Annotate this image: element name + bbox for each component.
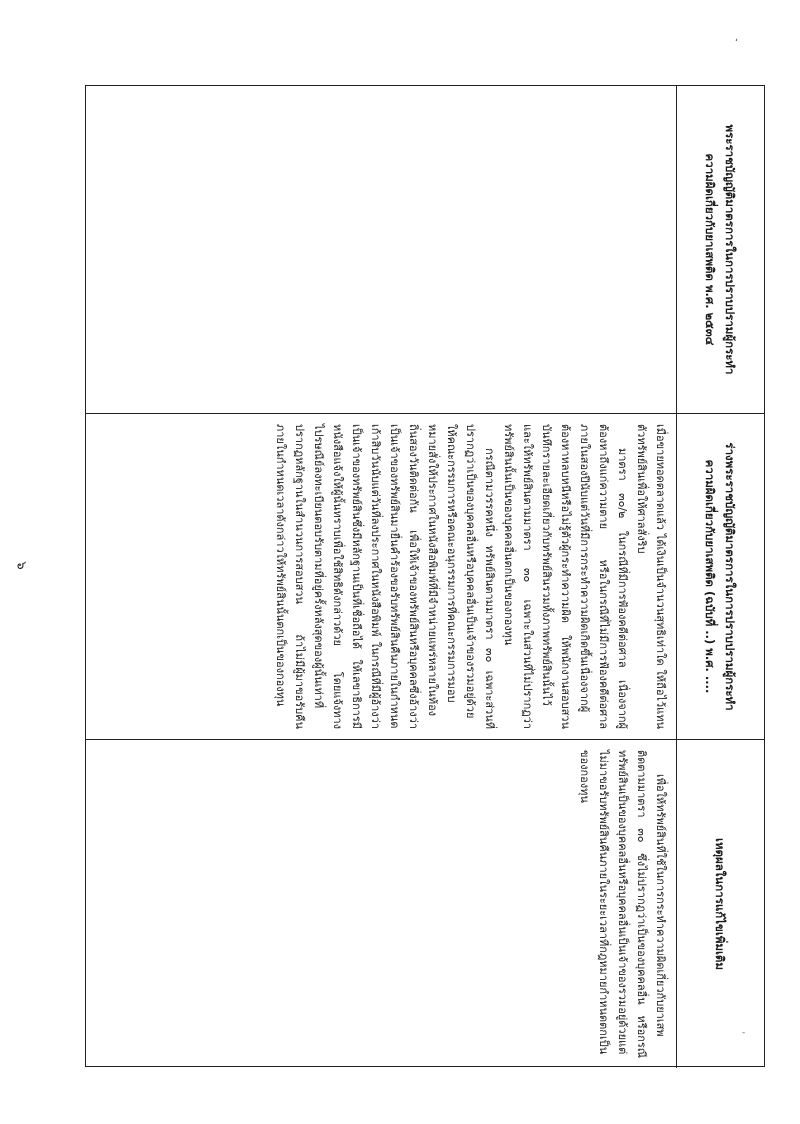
reason-cell: [86, 739, 676, 1068]
tick-mark: -: [742, 1028, 746, 1038]
header-reason: [677, 739, 764, 1068]
table-header-row: [676, 86, 764, 1068]
draft-act-cell: [86, 413, 676, 739]
table-body-row: [86, 86, 676, 1068]
header-draft-act-line2: ความผิดเกี่ยวกับยาเสพติด (ฉบับที่ ..) พ.ศ. ....: [703, 459, 718, 694]
draft-paragraph-1: เมื่อขายทอดตลาดแล้ว ได้เงินเป็นจำนวนสุทธิเท่าใด ให้ถือไว้แทนตัวทรัพย์สินเพื่อให้ศาลสั่งริบ: [635, 424, 667, 729]
header-current-act-line1: พระราชบัญญัติมาตรการในการปราบปรามผู้กระทำ: [723, 124, 738, 375]
header-draft-act-line1: ร่างพระราชบัญญัติมาตรการในการปราบปรามผู้กระทำ: [723, 442, 738, 711]
header-reason-line1: เหตุผลในการแก้ไขเพิ่มเติม: [713, 838, 728, 970]
header-current-act: [677, 86, 764, 413]
draft-paragraph-section-30-2: มาตรา ๓๐/๒ ในกรณีที่มีการฟ้องคดีต่อศาล เนื่องจากผู้ต้องหาถึงแก่ความตาย หรือในกรณีที่ไม่มีการฟ้องคดีต่อศาลภายในสองปีนับแต่วันที่มีการกระทำความผิดเกิดขึ้นเนื่องจากผู้ต้องหาหลบหนีหรือไม่รู้ตัวผู้กระทำความผิด ให้พนักงานสอบสวนบันทึกรายละเอียดเกี่ยวกับทรัพย์สินรวมทั้งภาพทรัพย์สินนั้นไว้ และให้ทรัพย์สินตามมาตรา ๓๐ เฉพาะในส่วนที่ไม่ปรากฏว่าทรัพย์สินนั้นเป็นของบุคคลอื่นตกเป็นของกองทุน: [502, 424, 629, 729]
comparison-table: [85, 85, 765, 1067]
current-act-cell: [86, 86, 676, 413]
draft-paragraph-second-clause: กรณีตามวรรคหนึ่ง ทรัพย์สินตามมาตรา ๓๐ เฉพาะส่วนที่ปรากฏว่าเป็นของบุคคลอื่นหรือบุคคลอื่นเป็นเจ้าของรวมอยู่ด้วย ให้คณะกรรมการหรือคณะอนุกรรมการที่คณะกรรมการมอบหมายสั่งให้ประกาศในหนังสือพิมพ์ที่มีจำหน่ายแพร่หลายในท้องถิ่นสองวันติดต่อกัน เพื่อให้เจ้าของทรัพย์สินหรือบุคคลซึ่งอ้างว่าเป็นเจ้าของทรัพย์สินมายื่นคำร้องขอรับทรัพย์สินคืนภายในกำหนดเก้าสิบวันนับแต่วันที่ลงประกาศในหนังสือพิมพ์ ในกรณีที่มีผู้อ้างว่าเป็นเจ้าของทรัพย์สินซึ่งมีหลักฐานเป็นที่เชื่อถือได้ ให้เลขาธิการมีหนังสือแจ้งให้ผู้นั้นทราบเพื่อใช้สิทธิดังกล่าวด้วย โดยแจ้งทางไปรษณีย์ลงทะเบียนตอบรับตามที่อยู่ครั้งหลังสุดของผู้นั้นเท่าที่ปรากฏหลักฐานในสำนวนการสอบสวน ถ้าไม่มีผู้มาขอรับคืนภายในกำหนดเวลาดังกล่าวให้ทรัพย์สินนั้นตกเป็นของกองทุน: [274, 424, 496, 729]
reason-text: เพื่อให้ทรัพย์สินที่ใช้ในการกระทำความผิดเกี่ยวกับยาเสพติดตามมาตรา ๓๐ ซึ่งไม่ปรากฏว่าเป็นของบุคคลอื่น หรือกรณีทรัพย์สินเป็นของบุคคลอื่นหรือบุคคลอื่นเป็นเจ้าของรวมอยู่ด้วยแต่ไม่มาขอรับทรัพย์สินคืนภายในระยะเวลาที่กฎหมายกำหนดตกเป็นของกองทุน: [578, 750, 667, 1058]
header-current-act-line2: ความผิดเกี่ยวกับยาเสพติด พ.ศ. ๒๕๓๔: [703, 153, 718, 346]
header-draft-act: [677, 413, 764, 739]
page-number: ๖: [13, 561, 29, 570]
corner-mark: ʻ: [735, 38, 739, 49]
